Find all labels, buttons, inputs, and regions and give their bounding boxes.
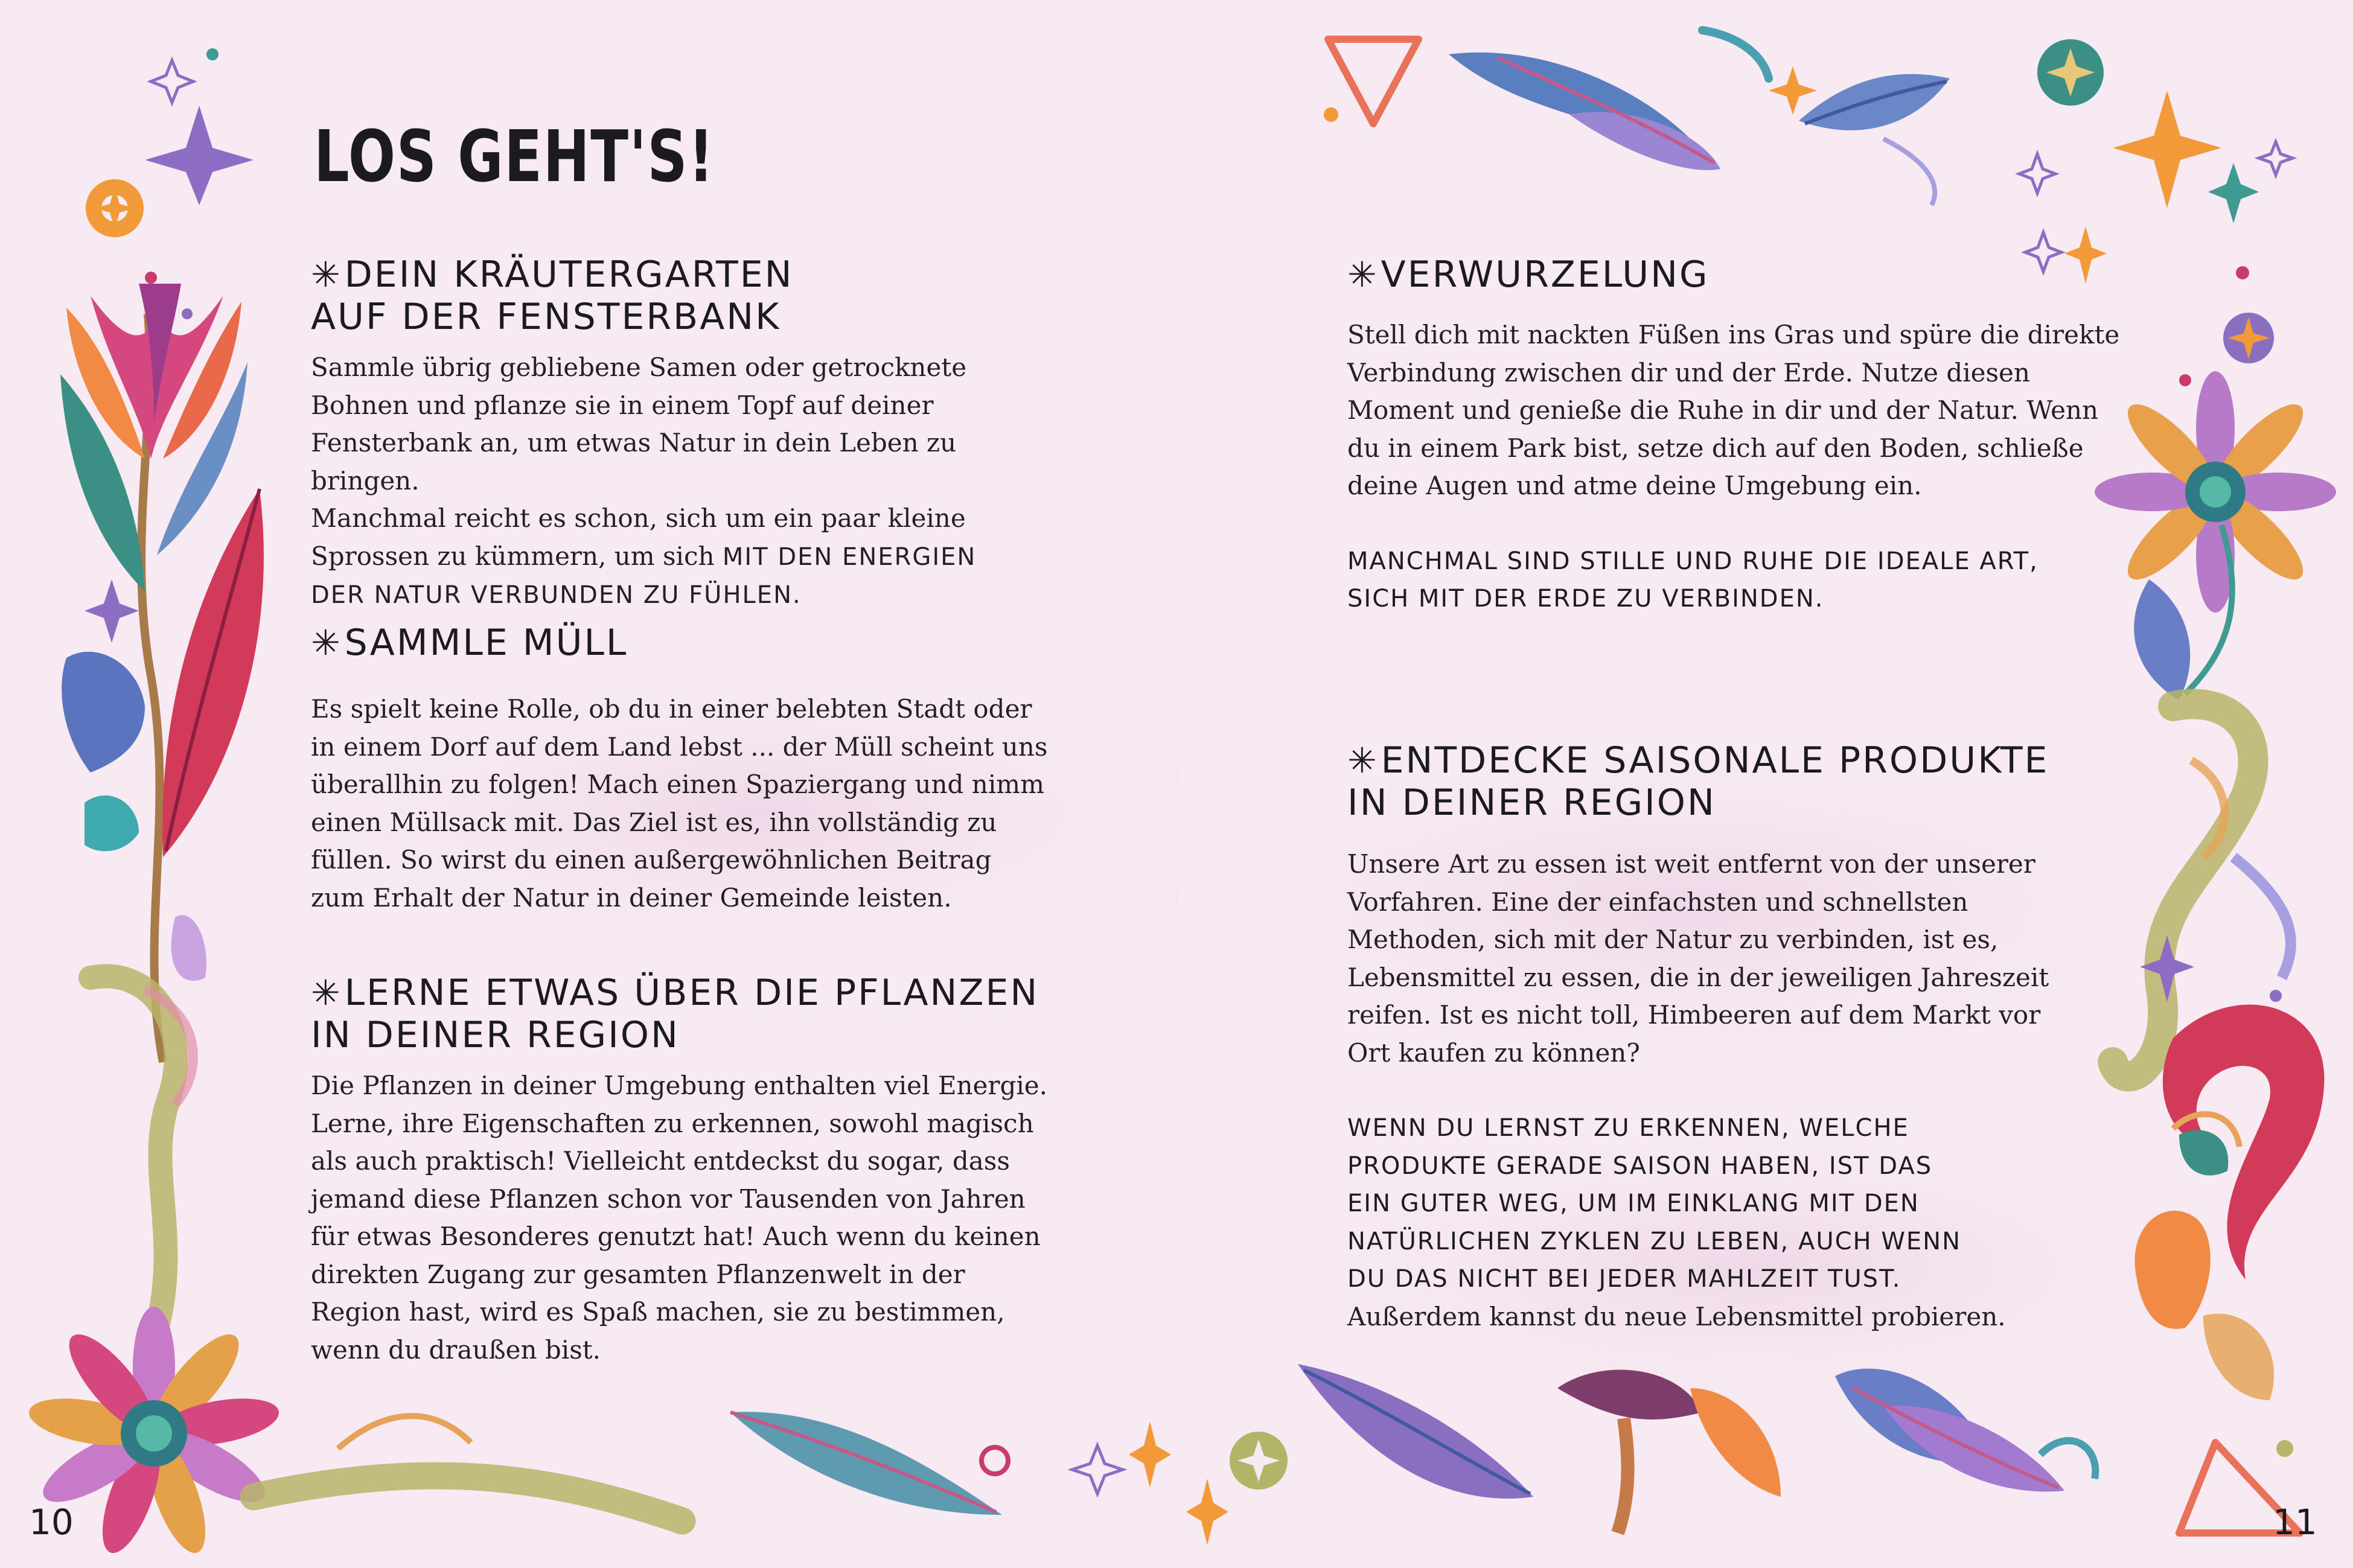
- section-sammle-muell: [311, 622, 1059, 917]
- sun-badge-icon: [86, 179, 144, 237]
- asterisk-icon: ✳: [311, 254, 342, 295]
- section-kraeutergarten: [311, 253, 1059, 614]
- asterisk-icon: ✳: [1347, 254, 1379, 295]
- dot-icon: [2179, 374, 2191, 386]
- asterisk-icon: ✳: [311, 972, 342, 1013]
- dot-icon: [206, 48, 219, 60]
- section-pflanzen: [311, 972, 1059, 1369]
- section-heading: ✳SAMMLE MÜLL: [311, 622, 628, 664]
- top-leaf-vine-illustration: [1449, 30, 1950, 205]
- sparkle-icon: [1186, 1479, 1228, 1545]
- callout-text: WENN DU LERNST ZU ERKENNEN, WELCHE PRODUKTE GERADE SAISON HABEN, IST DAS EIN GUTER WEG, UM IM EINKLANG MIT DEN NATÜRLICHEN ZYKLEN ZU LEBEN, AUCH WENN DU DAS NICHT BEI JEDER MAHLZEIT TUST.: [1347, 1114, 1961, 1293]
- callout-text: MANCHMAL SIND STILLE UND RUHE DIE IDEALE ART, SICH MIT DER ERDE ZU VERBINDEN.: [1347, 547, 2039, 613]
- page-number-left: 10: [29, 1502, 74, 1543]
- emphasis-text: MIT DEN ENERGIEN: [722, 543, 977, 571]
- dot-icon: [2236, 266, 2249, 279]
- section-body: Die Pflanzen in deiner Umgebung enthalten viel Energie. Lerne, ihre Eigenschaften zu erkennen, sowohl magisch als auch praktisch! Vielleicht entdeckst du sogar, dass jemand diese Pflanzen schon vor Tausenden von Jahren für etwas Besonderes genutzt hat! Auch wenn du keinen direkten Zugang zur gesamten Pflanzenwelt in der Region hast, wird es Spaß machen, sie zu bestimmen, wenn du draußen bist.: [311, 1071, 1047, 1365]
- section-heading: ✳ENTDECKE SAISONALE PRODUKTE IN DEINER REGION: [1347, 739, 2049, 824]
- dot-icon: [145, 272, 157, 284]
- page-title: LOS GEHT'S!: [314, 115, 715, 198]
- sun-badge-icon: [1230, 1432, 1288, 1490]
- section-verwurzelung: [1347, 253, 2144, 618]
- section-body: Unsere Art zu essen ist weit entfernt von der unserer Vorfahren. Eine der einfachsten und schnellsten Methoden, sich mit der Natur zu verbinden, ist es, Lebensmittel zu essen, die in der jeweiligen Jahreszeit reifen. Ist es nicht toll, Himbeeren auf dem Markt vor Ort kaufen zu können?: [1347, 849, 2049, 1068]
- section-body: Es spielt keine Rolle, ob du in einer belebten Stadt oder in einem Dorf auf dem Land lebst ... der Müll scheint uns überallhin zu folgen! Mach einen Spaziergang und nimm einen Müllsack mit. Das Ziel ist es, ihn vollständig zu füllen. So wirst du einen außergewöhnlichen Beitrag zum Erhalt der Natur in deiner Gemeinde leisten.: [311, 694, 1048, 913]
- asterisk-icon: ✳: [311, 622, 342, 663]
- asterisk-icon: ✳: [1347, 740, 1379, 781]
- left-flower-vine-illustration: [60, 284, 264, 1328]
- dot-icon: [1324, 107, 1338, 122]
- diamond-sparkle-icon: [85, 579, 139, 643]
- section-body: Sammle übrig gebliebene Samen oder getrocknete Bohnen und pflanze sie in einem Topf auf deiner Fensterbank an, um etwas Natur in dein Leben zu bringen. Manchmal reicht es schon, sich um ein paar kleine Sprossen zu kümmern, um sich MIT DEN ENERGIEN DER NATUR VERBUNDEN ZU FÜHLEN.: [311, 352, 977, 609]
- section-heading: ✳DEIN KRÄUTERGARTEN AUF DER FENSTERBANK: [311, 253, 794, 338]
- page-number-right: 11: [2273, 1502, 2317, 1543]
- closing-text: Außerdem kannst du neue Lebensmittel probieren.: [1347, 1301, 2006, 1331]
- dot-icon: [2276, 1440, 2293, 1457]
- sparkle-star-icon: [145, 60, 254, 205]
- section-heading: ✳LERNE ETWAS ÜBER DIE PFLANZEN IN DEINER REGION: [311, 972, 1039, 1056]
- bottom-vine-illustration: [254, 1412, 1171, 1521]
- dot-icon: [182, 308, 193, 319]
- bottom-right-vine-illustration: [1298, 1364, 2095, 1533]
- emphasis-text: DER NATUR VERBUNDEN ZU FÜHLEN.: [311, 581, 802, 609]
- section-heading: ✳VERWURZELUNG: [1347, 253, 1710, 296]
- section-saisonale-produkte: [1347, 739, 2144, 1336]
- dot-icon: [2270, 990, 2282, 1002]
- section-body: Stell dich mit nackten Füßen ins Gras und spüre die direkte Verbindung zwischen dir und der Erde. Nutze diesen Moment und genieße die Ruhe in dir und der Natur. Wenn du in einem Park bist, setze dich auf den Boden, schließe deine Augen und atme deine Umgebung ein.: [1347, 320, 2120, 500]
